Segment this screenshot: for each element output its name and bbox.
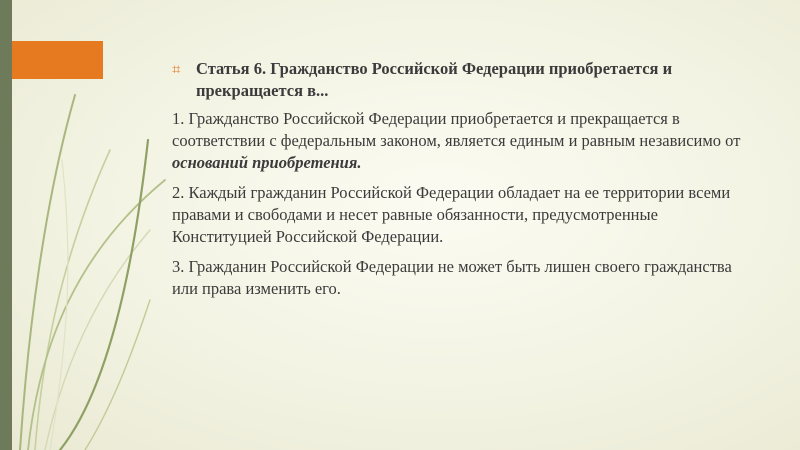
curve-7 — [50, 160, 68, 450]
paragraph-1-emphasis: оснований приобретения. — [172, 153, 362, 172]
paragraph-1 — [172, 108, 757, 174]
article-heading: Статья 6. Гражданство Российской Федерации приобретается и прекращается в... — [196, 59, 673, 100]
heading-row — [172, 58, 757, 102]
slide-content — [172, 58, 757, 308]
curve-2 — [35, 150, 110, 450]
curve-4 — [45, 230, 150, 450]
paragraph-1-text: 1. Гражданство Российской Федерации приобретается и прекращается в соответствии с федеральным законом, является единым и равным независимо от — [172, 109, 741, 150]
curve-6 — [85, 300, 150, 450]
paragraph-3: 3. Гражданин Российской Федерации не может быть лишен своего гражданства или права изменить его. — [172, 257, 732, 298]
curve-1 — [20, 95, 75, 450]
paragraph-2: 2. Каждый гражданин Российской Федерации обладает на ее территории всеми правами и свободами и несет равные обязанности, предусмотренные Конституцией Российской Федерации. — [172, 183, 731, 246]
bullet-chevron-icon: ⌗ — [172, 60, 181, 78]
